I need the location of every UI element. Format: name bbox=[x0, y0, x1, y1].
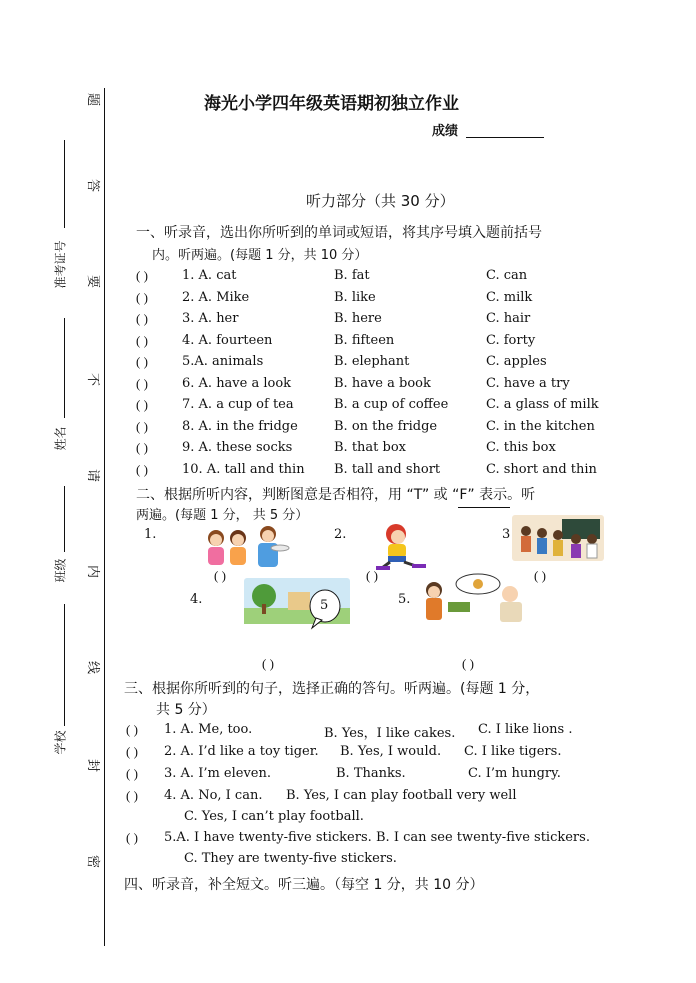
section1-heading-2: 内。听两遍。(每题 1 分，共 10 分） bbox=[152, 248, 368, 263]
margin-char-3: 要 bbox=[85, 274, 101, 289]
s3-option-b: B. Yes, I can play football very well bbox=[286, 788, 517, 803]
s1-option-b: B. fifteen bbox=[334, 332, 395, 348]
s1-option-a: 6. A. have a look bbox=[182, 375, 292, 391]
s1-answer-paren[interactable]: ( ) bbox=[136, 418, 148, 434]
s3-option-c: C. I like lions . bbox=[478, 722, 573, 737]
s1-option-c: C. this box bbox=[486, 440, 556, 455]
s1-option-c: C. hair bbox=[486, 311, 531, 326]
exam-no-label: 准考证号 bbox=[53, 240, 68, 289]
section3-heading-2: 共 5 分） bbox=[156, 702, 216, 718]
s1-option-b: B. like bbox=[334, 289, 376, 305]
s3-answer-paren[interactable]: ( ) bbox=[126, 722, 138, 737]
section1-heading-1: 一、听录音，选出你所听到的单词或短语，将其序号填入题前括号 bbox=[136, 225, 542, 241]
s3-option-c: C. Yes, I can’t play football. bbox=[184, 809, 364, 824]
name-label: 姓名 bbox=[53, 426, 68, 451]
section2-heading-2: 两遍。(每题 1 分， 共 5 分） bbox=[136, 508, 309, 523]
margin-char-8: 封 bbox=[85, 758, 101, 773]
picture-classroom bbox=[512, 515, 604, 561]
s3-option-c: C. I like tigers. bbox=[464, 744, 562, 759]
s1-option-c: C. have a try bbox=[486, 375, 570, 391]
s1-answer-paren[interactable]: ( ) bbox=[136, 397, 148, 412]
s3-option-a: 1. A. Me, too. bbox=[164, 722, 253, 737]
picture-skater bbox=[370, 520, 428, 572]
picture-shopping bbox=[418, 572, 532, 624]
s3-option-a: 5.A. I have twenty-five stickers. bbox=[164, 830, 372, 845]
s1-option-c: C. apples bbox=[486, 354, 547, 369]
s3-option-b: B. I can see twenty-five stickers. bbox=[376, 830, 590, 845]
s1-option-c: C. in the kitchen bbox=[486, 418, 595, 434]
class-label: 班级 bbox=[53, 558, 68, 583]
s3-answer-paren[interactable]: ( ) bbox=[126, 766, 138, 781]
school-blank[interactable] bbox=[64, 604, 65, 726]
s1-option-b: B. a cup of coffee bbox=[334, 397, 449, 412]
s1-option-c: C. a glass of milk bbox=[486, 397, 599, 412]
s3-option-b: B. Thanks. bbox=[336, 766, 406, 781]
s1-option-b: B. elephant bbox=[334, 354, 410, 369]
s1-option-a: 10. A. tall and thin bbox=[182, 461, 305, 477]
class-blank[interactable] bbox=[64, 486, 65, 552]
s1-answer-paren[interactable]: ( ) bbox=[136, 268, 148, 283]
section3-heading-1: 三、根据你所听到的句子，选择正确的答句。听两遍。(每题 1 分， bbox=[124, 681, 540, 697]
s3-option-b: B. Yes, I would. bbox=[340, 744, 442, 759]
pic-number-2: 2. bbox=[334, 527, 347, 542]
answer-paren-3[interactable]: ( ) bbox=[534, 568, 546, 583]
s1-option-a: 7. A. a cup of tea bbox=[182, 397, 294, 412]
s3-answer-paren[interactable]: ( ) bbox=[126, 744, 138, 759]
s1-option-a: 4. A. fourteen bbox=[182, 332, 273, 348]
s3-option-a: 2. A. I’d like a toy tiger. bbox=[164, 744, 319, 759]
s1-option-c: C. short and thin bbox=[486, 461, 597, 477]
s3-option-a: 4. A. No, I can. bbox=[164, 788, 263, 803]
pic-number-4: 4. bbox=[190, 592, 203, 607]
section2-heading-1: 二、根据所听内容，判断图意是否相符，用 “T” 或 “F” 表示。听 bbox=[136, 487, 536, 503]
listening-title: 听力部分（共 30 分） bbox=[306, 192, 455, 210]
margin-char-1: 题 bbox=[85, 92, 101, 107]
s1-option-c: C. forty bbox=[486, 332, 536, 348]
section4-heading: 四、听录音，补全短文。听三遍。（每空 1 分，共 10 分） bbox=[124, 877, 484, 893]
s1-answer-paren[interactable]: ( ) bbox=[136, 375, 148, 391]
score-blank[interactable] bbox=[466, 137, 544, 138]
s1-option-a: 3. A. her bbox=[182, 311, 239, 326]
s3-answer-paren[interactable]: ( ) bbox=[126, 830, 138, 845]
s1-option-b: B. on the fridge bbox=[334, 418, 438, 434]
name-blank[interactable] bbox=[64, 318, 65, 418]
pic-number-5: 5. bbox=[398, 592, 411, 607]
margin-char-4: 不 bbox=[85, 372, 101, 387]
s1-answer-paren[interactable]: ( ) bbox=[136, 461, 148, 477]
s3-option-b: B. Yes，I like cakes. bbox=[324, 726, 456, 741]
s1-option-a: 1. A. cat bbox=[182, 268, 237, 283]
s1-option-b: B. tall and short bbox=[334, 461, 441, 477]
margin-char-6: 内 bbox=[85, 564, 101, 579]
s3-answer-paren[interactable]: ( ) bbox=[126, 788, 138, 803]
margin-char-2: 答 bbox=[85, 178, 101, 193]
s3-option-a: 3. A. I’m eleven. bbox=[164, 766, 272, 781]
answer-paren-4[interactable]: ( ) bbox=[262, 656, 274, 671]
answer-paren-1[interactable]: ( ) bbox=[214, 568, 226, 583]
answer-paren-2[interactable]: ( ) bbox=[366, 568, 378, 583]
margin-char-5: 请 bbox=[85, 468, 101, 483]
s1-answer-paren[interactable]: ( ) bbox=[136, 440, 148, 455]
s3-option-c: C. I’m hungry. bbox=[468, 766, 561, 781]
s1-option-a: 2. A. Mike bbox=[182, 289, 250, 305]
exam-no-blank[interactable] bbox=[64, 140, 65, 228]
s1-option-a: 8. A. in the fridge bbox=[182, 418, 298, 434]
page-title: 海光小学四年级英语期初独立作业 bbox=[204, 94, 459, 114]
s1-option-c: C. milk bbox=[486, 289, 533, 305]
bubble-number: 5 bbox=[320, 598, 329, 613]
school-label: 学校 bbox=[53, 730, 68, 755]
s1-option-b: B. fat bbox=[334, 268, 370, 283]
s1-option-c: C. can bbox=[486, 268, 528, 283]
margin-char-7: 线 bbox=[85, 660, 101, 675]
s1-answer-paren[interactable]: ( ) bbox=[136, 289, 148, 305]
s1-option-b: B. that box bbox=[334, 440, 407, 455]
s1-answer-paren[interactable]: ( ) bbox=[136, 354, 148, 369]
pic-number-3: 3 bbox=[502, 527, 511, 542]
pic-number-1: 1. bbox=[144, 527, 157, 542]
s1-option-b: B. here bbox=[334, 311, 382, 326]
binding-line bbox=[104, 88, 105, 946]
score-label: 成绩 bbox=[432, 124, 459, 139]
answer-paren-5[interactable]: ( ) bbox=[462, 656, 474, 671]
margin-char-9: 密 bbox=[85, 854, 101, 869]
picture-girls-eating bbox=[196, 524, 292, 572]
s3-option-c: C. They are twenty-five stickers. bbox=[184, 851, 397, 866]
s1-answer-paren[interactable]: ( ) bbox=[136, 332, 148, 348]
tf-underline bbox=[458, 507, 510, 508]
s1-option-b: B. have a book bbox=[334, 375, 431, 391]
s1-option-a: 9. A. these socks bbox=[182, 440, 293, 455]
s1-option-a: 5.A. animals bbox=[182, 354, 264, 369]
s1-answer-paren[interactable]: ( ) bbox=[136, 311, 148, 326]
